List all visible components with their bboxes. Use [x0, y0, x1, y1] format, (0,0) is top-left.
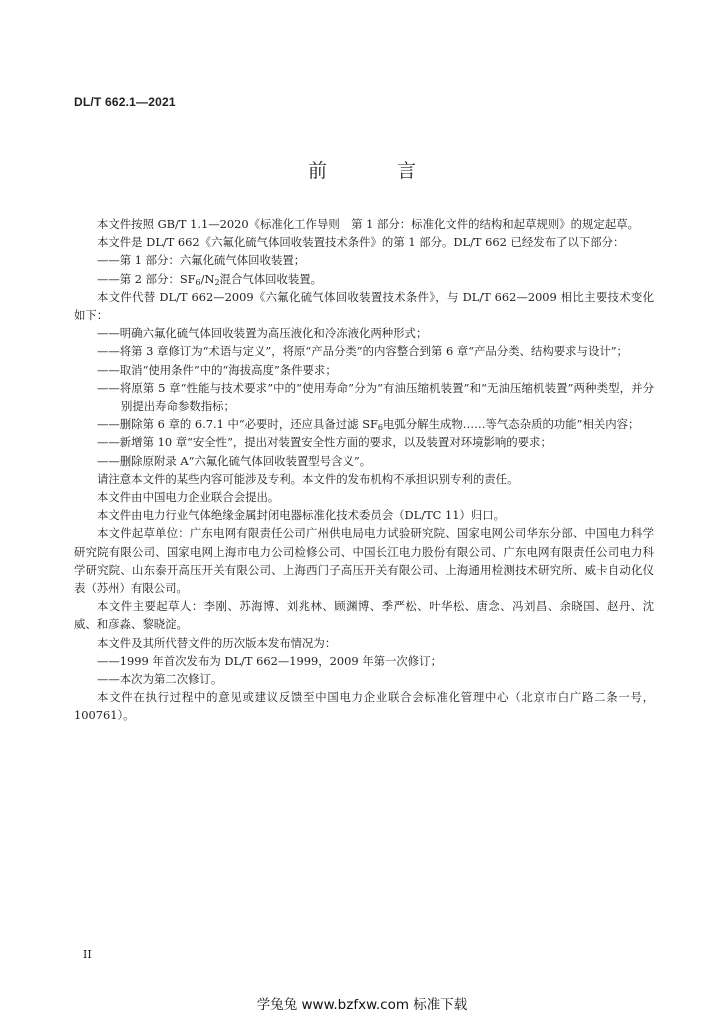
paragraph-proposed-by: 本文件由中国电力企业联合会提出。: [97, 490, 280, 505]
foreword-body: [74, 215, 654, 725]
list-item-history-2: ——本次为第二次修订。: [97, 672, 223, 687]
text-segment: 电弧分解生成物……等气态杂质的功能”相关内容；: [383, 417, 640, 432]
text-segment: /N: [200, 271, 215, 286]
list-item-change-6: ——新增第 10 章“安全性”，提出对装置安全性方面的要求，以及装置对环境影响的要求；: [97, 435, 552, 450]
list-item-change-2: ——将第 3 章修订为“术语与定义”，将原“产品分类”的内容整合到第 6 章“产品分类、结构要求与设计”；: [97, 344, 628, 359]
subscript: 6: [377, 423, 383, 433]
paragraph-replaces: 本文件代替 DL/T 662—2009《六氟化硫气体回收装置技术条件》，与 DL/T 662—2009 相比主要技术变化如下：: [74, 289, 654, 323]
paragraph-feedback: 本文件在执行过程中的意见或建议反馈至中国电力企业联合会标准化管理中心（北京市白广路二条一号，100761）。: [74, 690, 654, 723]
paragraph-governed-by: 本文件由电力行业气体绝缘金属封闭电器标准化技术委员会（DL/TC 11）归口。: [97, 508, 506, 523]
standard-number: DL/T 662.1—2021: [74, 95, 176, 109]
paragraph-part-of-series: 本文件是 DL/T 662《六氟化硫气体回收装置技术条件》的第 1 部分。DL/T 662 已经发布了以下部分：: [97, 235, 625, 250]
text-segment: ——删除第 6 章的 6.7.1 中“必要时，还应具备过滤 SF: [97, 417, 378, 432]
text-segment: ——第 2 部分：SF: [97, 271, 196, 286]
list-item-part-2: [74, 270, 654, 288]
watermark: 学兔兔 www.bzfxw.com 标准下载: [256, 997, 468, 1013]
paragraph-drafting-basis: 本文件按照 GB/T 1.1—2020《标准化工作导则 第 1 部分：标准化文件的结构和起草规则》的规定起草。: [97, 217, 639, 231]
paragraph-version-history: 本文件及其所代替文件的历次版本发布情况为：: [97, 635, 337, 650]
list-item-history-1: ——1999 年首次发布为 DL/T 662—1999，2009 年第一次修订；: [97, 653, 442, 668]
page-title: 前 言: [307, 160, 449, 182]
list-item-part-1: ——第 1 部分：六氟化硫气体回收装置；: [97, 253, 306, 268]
list-item-change-5: [74, 415, 654, 433]
text-segment: 混合气体回收装置。: [219, 271, 323, 286]
subscript: 2: [214, 277, 220, 287]
list-item-change-1: ——明确六氟化硫气体回收装置为高压液化和冷冻液化两种形式；: [97, 326, 428, 341]
paragraph-patent-notice: 请注意本文件的某些内容可能涉及专利。本文件的发布机构不承担识别专利的责任。: [97, 471, 519, 486]
list-item-change-7: ——删除原附录 A“六氟化硫气体回收装置型号含义”。: [97, 453, 372, 468]
list-item-change-4: ——将原第 5 章“性能与技术要求”中的“使用寿命”分为“有油压缩机装置”和“无油压缩机装置”两种类型，并分别提出寿命参数指标；: [97, 380, 654, 414]
paragraph-drafting-units: 本文件起草单位：广东电网有限责任公司广州供电局电力试验研究院、国家电网公司华东分部、中国电力科学研究院有限公司、国家电网上海市电力公司检修公司、中国长江电力股份有限公司、广东电网有限责任公司电力科学研究院、山东泰开高压开关有限公司、上海西门子高压开关有限公司、上海通用检测技术研究所、威卡自动化仪表（苏州）有限公司。: [74, 526, 654, 596]
list-item-change-3: ——取消“使用条件”中的“海拔高度”条件要求；: [97, 362, 337, 377]
page-number: II: [83, 948, 92, 961]
subscript: 6: [195, 277, 201, 287]
paragraph-main-drafters: 本文件主要起草人：李刚、苏海博、刘兆林、顾渊博、季严松、叶华松、唐念、冯刘昌、余晓国、赵丹、沈威、和彦淼、黎晓淀。: [74, 599, 654, 632]
